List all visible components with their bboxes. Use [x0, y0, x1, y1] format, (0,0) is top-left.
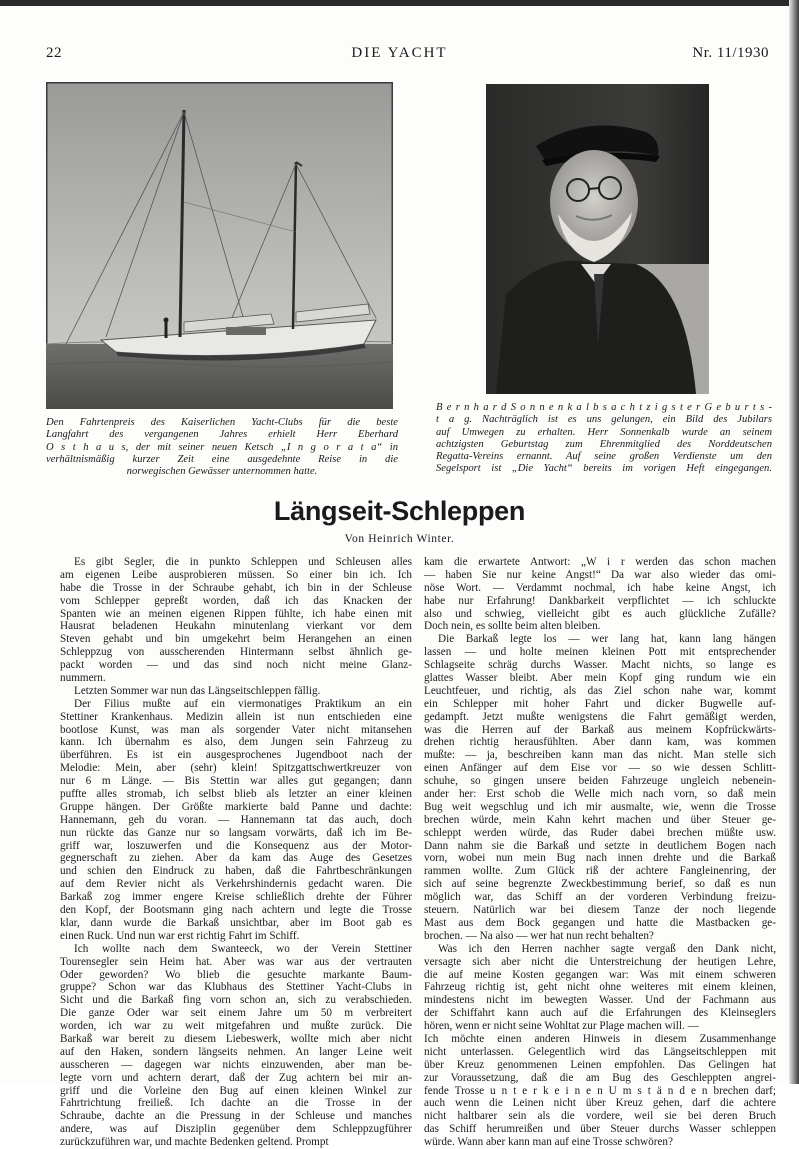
- article-line: die auf meine Kosten gegangen war: Was mit einem schweren: [424, 968, 776, 981]
- yacht-image: [46, 82, 393, 409]
- article-line: nicht unterlassen. Gelegentlich wird das Längseitschleppen mit: [424, 1045, 776, 1058]
- article-line: den Kopf, der Bootsmann ging nach achtern und legte die Trosse: [60, 904, 412, 917]
- article-line: nummern.: [60, 672, 106, 685]
- article-line: worden, ich war zu weit mitgefahren und mußte zurück. Die: [60, 1020, 412, 1033]
- article-title: Längseit-Schleppen: [273, 496, 526, 526]
- article-line: zurückzuführen war, und machte Bedenken geltend. Prompt: [60, 1136, 329, 1149]
- article-line: Fahrtrichtung freiließ. Ich dachte an die Trosse in der: [60, 1097, 412, 1110]
- article-line: gedampft. Jetzt mußte wenigstens die Fahrt gemäßigt werden,: [424, 710, 776, 723]
- article-line: steuern. Natürlich war bei diesem Tanze der noch liegende: [424, 904, 776, 917]
- caption-line: Regatta-Vereins ernannt. Auf seine großen Verdienste um den: [436, 451, 772, 463]
- article-line: Stettiner Krankenhaus. Medizin allein ist nun entschieden eine: [60, 710, 412, 723]
- article-byline: Von Heinrich Winter.: [344, 533, 455, 545]
- article-line: fende Trosse u n t e r k e i n e n U m s t ä n d e n brechen darf;: [424, 1084, 776, 1097]
- caption-line: B e r n h a r d S o n n e n k a l b s a c h t z i g s t e r G e b u r t s -: [436, 402, 772, 413]
- article-line: packt worden — und das sind noch nicht meine Glanz-: [60, 659, 412, 672]
- article-line: Was ich den Herren nachher sagte vergaß den Dank nicht,: [438, 942, 776, 955]
- article-line: Mast aus dem Bock gegangen und hatte die Mastbacken ge-: [424, 916, 776, 929]
- article-line: vom Schlepper gepreßt worden, daß ich das Knacken der: [60, 594, 412, 607]
- article-line: griff war, loszuwerfen und die Konsequenz aus der Motor-: [60, 839, 412, 852]
- article-line: andere, was auf Disziplin gegenüber dem Schleppzugführer: [60, 1123, 412, 1136]
- article-line: Die Barkaß legte los — wer lang hat, kann lang hängen: [438, 633, 776, 646]
- article-line: Der Filius mußte auf ein viermonatiges Praktikum an ein: [74, 697, 412, 710]
- article-line: Hannemann, geh du voran. — Hannemann tat das auch, doch: [60, 813, 412, 826]
- article-line: nun rückte das Ganze nur so langsam vorwärts, daß ich im Be-: [60, 826, 412, 839]
- article-line: brochen. — Na also — wer hat nun recht behalten?: [424, 929, 654, 942]
- caption-line: auf Umwegen zu erhalten. Herr Sonnenkalb wurde an seinem: [436, 426, 772, 438]
- article-line: lassen — und holte meinen kleinen Pott mit entsprechender: [424, 646, 776, 659]
- article-line: zur Voraussetzung, daß die am Bug des Geschleppten angrei-: [424, 1071, 776, 1084]
- article-line: kam die erwartete Antwort: „W i r werden das schon machen: [424, 556, 776, 568]
- article-line: legte vorn und achtern derart, daß der Zug achtern bei mir an-: [60, 1071, 412, 1084]
- article-line: nicht haltbarer sein als die vordere, weil sie bei deren Bruch: [424, 1110, 776, 1123]
- article-line: puffte alles stromab, ich selbst blieb als letzter an einer kleinen: [60, 788, 412, 801]
- photo-caption-left: [46, 417, 398, 478]
- article-line: Spanten wie an meinen eigenen Rippen fühlte, ich habe einen mit: [60, 607, 412, 620]
- article-line: Barkaß war bereit zu diesem Liebeswerk, wollte mich aber nicht: [60, 1032, 412, 1045]
- page-number: 22: [46, 45, 62, 61]
- article-line: Die ganze Oder war seit einem Jahre um 50 m verbreitert: [60, 1007, 412, 1020]
- article-line: brechen würde, mein Kahn kehrt machen und über Steuer ge-: [424, 813, 776, 826]
- article-line: Ich möchte einen anderen Hinweis in diesem Zusammenhange: [424, 1032, 776, 1045]
- article-line: schuhe, so gingen unsere beiden Fahrzeuge ungleich nebenein-: [424, 775, 776, 788]
- article-line: rammen wollte. Zum Glück riß der achtere Fangleinenring, der: [424, 865, 776, 878]
- article-line: über Kreuz genommenen Leinen empfohlen. Das Gelingen hat: [424, 1058, 776, 1071]
- caption-line: Langfahrt des vergangenen Jahres erhielt Herr Eberhard: [46, 429, 398, 441]
- article-line: vorn, wobei nun mein Bug nach innen drehte und die Barkaß: [424, 852, 776, 865]
- caption-line: norwegischen Gewässer unternommen hatte.: [126, 466, 318, 478]
- article-line: auf den Haken, sondern längseits nehmen. An langer Leine weit: [60, 1045, 412, 1058]
- yacht-photo: [46, 82, 393, 409]
- caption-line: achtzigsten Geburtstag zum Ehrenmitglied des Norddeutschen: [436, 438, 772, 450]
- article-line: Sicht und die Barkaß fing vorn schon an, sich zu verabschieden.: [60, 994, 412, 1007]
- article-line: gegnerschaft zu ziehen. Aber da kam das Auge des Gesetzes: [60, 852, 412, 865]
- article-line: ein Schlepper mit hoher Fahrt und dicker Bugwelle auf-: [424, 697, 776, 710]
- caption-line: verhältnismäßig kurzer Zeit eine ausgedehnte Reise in die: [46, 453, 398, 465]
- article-line: nöse Wort. — Verdammt nochmal, ich habe keine Angst, ich: [424, 581, 776, 594]
- article-line: Barkaß zog immer engere Kreise schließlich drehte der Führer: [60, 891, 412, 904]
- article-line: kann. Ich übernahm es also, dem Jungen sein Fahrzeug zu: [60, 736, 412, 749]
- photo-caption-right: [436, 402, 772, 476]
- caption-line: Den Fahrtenpreis des Kaiserlichen Yacht-Clubs für die beste: [46, 417, 398, 428]
- article-line: nur 6 m Länge. — Bis Stettin war alles gut gegangen; dann: [60, 775, 412, 788]
- article-line: Doch nein, es sollte beim alten bleiben.: [424, 620, 601, 633]
- portrait-image: [486, 84, 709, 394]
- article-line: Leuchtfeuer, und richtig, als das Ziel schon nahe war, kommt: [424, 684, 776, 697]
- article-line: griff und die Vorleine den Bug auf einen kleinen Winkel zur: [60, 1084, 412, 1097]
- article-line: klar, dann wurde die Barkaß unsichtbar, aber im Boot gab es: [60, 916, 412, 929]
- article-line: Schlagseite schräg durchs Wasser. Macht nichts, so lange es: [424, 659, 776, 672]
- article-line: drehen richtig herausfühlten. Aber dann kam, was kommen: [424, 736, 776, 749]
- caption-line: Segelsport ist „Die Yacht“ bereits im vorigen Heft eingegangen.: [436, 463, 772, 475]
- article-line: möglich war, das Schiff an der vorderen Verbindung freizu-: [424, 891, 776, 904]
- article-line: Bug weit wegschlug und ich mir ausmalte, wie, wenn die Trosse: [424, 800, 776, 813]
- article-line: Gruppe hängen. Der Größte markierte bald Panne und dachte:: [60, 800, 412, 813]
- issue-number: Nr. 11/1930: [692, 45, 769, 61]
- article-line: Oder geworden? Wo blieb die gesuchte markante Baum-: [60, 968, 412, 981]
- article-line: Ich wollte nach dem Swanteeck, wo der Verein Stettiner: [74, 942, 412, 955]
- article-line: Schleppzug von ausscherenden Hintermann selbst ähnlich ge-: [60, 646, 412, 659]
- article-line: Letzten Sommer war nun das Längseitschleppen fällig.: [74, 684, 321, 697]
- article-line: auch wenn die Leinen nicht über Kreuz gehen, darf die achtere: [424, 1097, 776, 1110]
- scan-top-border: [0, 0, 799, 6]
- article-line: Tourensegler sein Heim hat. Aber was war aus der vertrauten: [60, 955, 412, 968]
- article-line: Es gibt Segler, die in punkto Schleppen und Schleusen alles: [74, 556, 412, 568]
- article-line: was die Herren auf der Barkaß aus meinem Kopfrückwärts-: [424, 723, 776, 736]
- article-line: bootlose Kunst, was man als sorgender Vater nicht mitansehen: [60, 723, 412, 736]
- article-line: Hausrat beladenen Heukahn minutenlang vierkant vor dem: [60, 620, 412, 633]
- article-line: ausscheren — dagegen war nichts einzuwenden, aber man be-: [60, 1058, 412, 1071]
- article-line: das Schiff herumreißen und über Steuer durchs Wasser schleppen: [424, 1123, 776, 1136]
- article-line: einen Anfänger auf dem Eise vor — so wie dessen Schlitt-: [424, 762, 776, 775]
- article-line: einen Ruck. Und nun war erst richtig Fahrt im Schiff.: [60, 929, 300, 942]
- article-line: versagte sich aber nicht die Unterstreichung der heutigen Lehre,: [424, 955, 776, 968]
- article-line: Fahrzeug richtig ist, geht nicht ohne weiteres mit einem kleinen,: [424, 981, 776, 994]
- article-line: hören, wenn er nicht seine Wohltat zur Plage machen will. —: [424, 1020, 699, 1033]
- article-line: Dann nahm sie die Barkaß und setzte in deutlichem Bogen nach: [424, 839, 776, 852]
- article-line: schleppt werden würde, das Ruder dabei brechen müßte usw.: [424, 826, 776, 839]
- article-line: mußte: — ja, beschreiben kann man das nicht. Man stelle sich: [424, 749, 776, 762]
- article-line: überführen. Es ist ein ausgesprochenes Jugendboot nach der: [60, 749, 412, 762]
- caption-line: O s t h a u s, der mit seiner neuen Ketsch „I n g o r a t a“ in: [46, 441, 398, 453]
- article-column-right: [424, 556, 776, 1149]
- article-line: also und schwieg, vielleicht gibt es auch glückliche Zufälle?: [424, 607, 776, 620]
- article-line: sich auf seine begrenzte Zweckbestimmung berief, so daß es nun: [424, 878, 776, 891]
- article-line: habe nur Erfahrung! Dankbarkeit verpflichtet — ich schluckte: [424, 594, 776, 607]
- article-column-left: [60, 556, 412, 1149]
- article-line: gruppe? Schon war das Klubhaus des Stettiner Yacht-Clubs in: [60, 981, 412, 994]
- article-line: ander her: Erst schob die Welle mich nach vorn, so daß mein: [424, 788, 776, 801]
- article-line: Schraube, dachte an die Pressung in der Schleuse und manches: [60, 1110, 412, 1123]
- article-line: der Schiffahrt kann auch auf die Erfahrungen des Kleinseglers: [424, 1007, 776, 1020]
- article-line: glattes Wasser bleibt. Aber mein Kopf ging rundum wie ein: [424, 672, 776, 685]
- article-line: Steven gehabt und bin umgekehrt beim Herangehen an einen: [60, 633, 412, 646]
- article-line: auf dem Revier nicht als Verkehrshindernis gedacht waren. Die: [60, 878, 412, 891]
- portrait-photo: [486, 84, 709, 394]
- article-line: mindestens nicht im bewegten Wasser. Und der Fachmann aus: [424, 994, 776, 1007]
- article-line: Melodie: Mein, aber (sehr) klein! Spitzgattschwertkreuzer von: [60, 762, 412, 775]
- article-line: würde. Wann aber kann man auf eine Trosse schwören?: [424, 1136, 673, 1149]
- article-line: habe die Trosse in der Schraube gehabt, ich bin in der Schleuse: [60, 581, 412, 594]
- article-line: — haben Sie nur keine Angst!“ Da war also wieder das omi-: [424, 568, 776, 581]
- article-line: am eigenen Leibe ausprobieren müssen. So einer bin ich. Ich: [60, 568, 412, 581]
- magazine-title: DIE YACHT: [351, 45, 448, 61]
- article-line: und schien den Eindruck zu haben, daß die Fahrtbeschränkungen: [60, 865, 412, 878]
- caption-line: t a g. Nachträglich ist es uns gelungen, ein Bild des Jubilars: [436, 414, 772, 426]
